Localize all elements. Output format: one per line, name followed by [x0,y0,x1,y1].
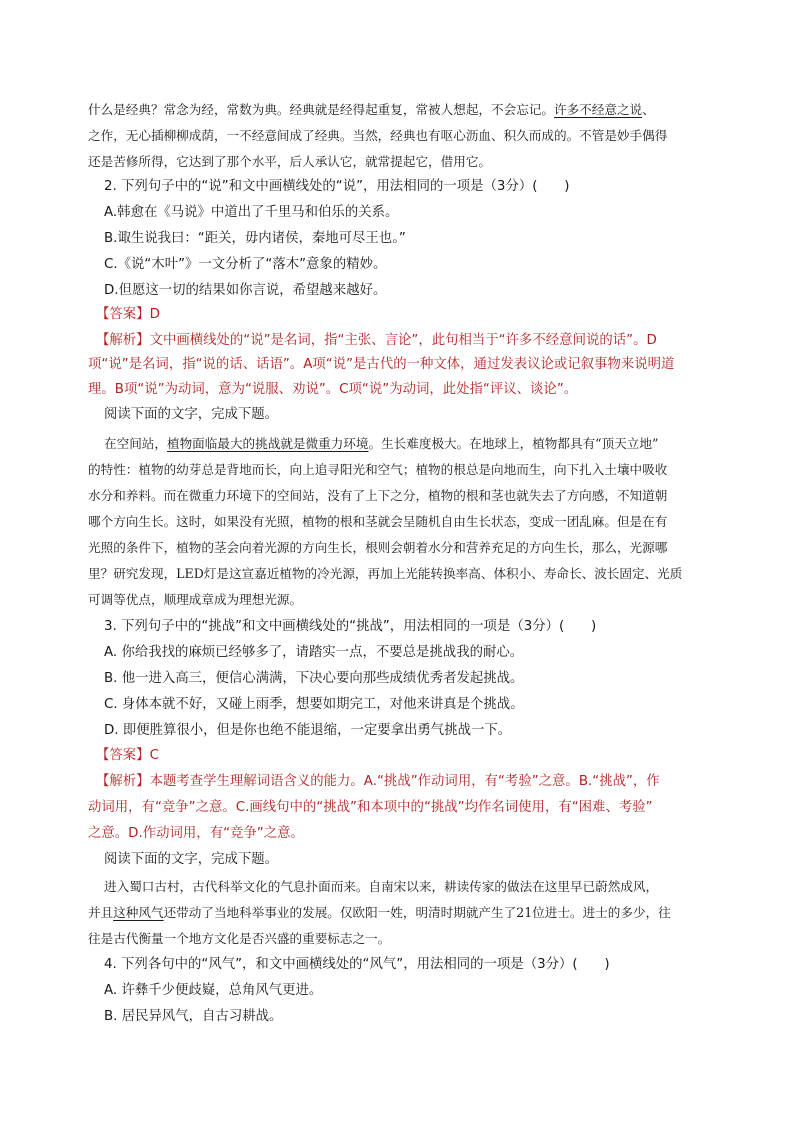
question3-analysis-line1: 【解析】本题考查学生理解词语含义的能力。A.“挑战”作动词用，有“考验”之意。B.“挑战”，作 [96,774,660,789]
question3-stem: 3. 下列句子中的“挑战”和文中画横线处的“挑战”，用法相同的一项是（3分）( ) [104,619,597,634]
reading-instruction-1: 阅读下面的文字，完成下题。 [104,407,279,422]
passage2-line2: 的特性：植物的幼芽总是背地而长，向上追寻阳光和空气；植物的根总是向地而生，向下扎入土壤中吸收 [88,462,668,477]
question2-option-a: A.韩愈在《马说》中道出了千里马和伯乐的关系。 [104,205,399,220]
question3-option-b: B. 他一进入高三，便信心满满，下决心要向那些成绩优秀者发起挑战。 [104,671,524,686]
question3-answer [96,746,159,766]
passage2-line5: 光照的条件下，植物的茎会向着光源的方向生长，根则会朝着水分和营养充足的方向生长，那么，光源哪 [88,540,668,555]
answer-label: 【答案】 [96,748,150,763]
passage2-line7: 可调等优点，顺理成章成为理想光源。 [88,592,303,607]
question3-analysis-line2: 动词用，有“竞争”之意。C.画线句中的“挑战”和本项中的“挑战”均作名词使用，有“困难、考验” [88,800,653,815]
passage2-line4: 哪个方向生长。这时，如果没有光照，植物的根和茎就会呈随机自由生长状态，变成一团乱麻。但是在有 [88,514,668,529]
underlined-phrase: 植物面临最大的挑战就是微重力环境 [166,436,369,451]
passage3-line1: 进入蜀口古村，古代科举文化的气息扑面而来。自南宋以来，耕读传家的做法在这里早已蔚然成风， [104,879,659,894]
answer-value: C [149,748,159,763]
question3-analysis-line3: 之意。D.作动词用，有“竞争”之意。 [88,826,304,841]
question2-option-c: C.《说“木叶”》一文分析了“落木”意象的精妙。 [104,257,387,272]
underlined-phrase: 这种风气 [113,905,164,920]
passage1-text: 什么是经典？常念为经，常数为典。经典就是经得起重复，常被人想起，不会忘记。 [88,102,554,117]
reading-instruction-2: 阅读下面的文字，完成下题。 [104,852,279,867]
question2-answer [96,305,160,325]
question3-option-c: C. 身体本就不好，又碰上雨季，想要如期完工，对他来讲真是个挑战。 [104,697,524,712]
underlined-phrase: 许多不经意之说 [553,102,643,117]
question2-stem: 2. 下列句子中的“说”和文中画横线处的“说”，用法相同的一项是（3分）( ) [104,179,570,194]
answer-label: 【答案】 [96,307,150,322]
passage2-line3: 水分和养料。而在微重力环境下的空间站，没有了上下之分，植物的根和茎也就失去了方向感，不知道朝 [88,488,668,503]
passage2-line1: 在空间站，植物面临最大的挑战就是微重力环境。生长难度极大。在地球上，植物都具有“顶天立地” [104,436,659,451]
passage1-line1: 什么是经典？常念为经，常数为典。经典就是经得起重复，常被人想起，不会忘记。许多不经意之说、 [88,102,655,117]
question2-option-b: B.诹生说我曰：“距关，毋内诸侯，秦地可尽王也。” [104,231,406,246]
analysis-label: 【解析】 [96,333,150,348]
passage3-line2: 并且这种风气还带动了当地科举事业的发展。仅欧阳一姓，明清时期就产生了21位进士。进士的多少，往 [88,905,671,920]
analysis-label: 【解析】 [96,774,150,789]
question4-stem: 4. 下列各句中的“风气”，和文中画横线处的“风气”，用法相同的一项是（3分）( ) [104,957,610,972]
question2-analysis-line2: 项“说”是名词，指“说的话、话语”。A项“说”是古代的一种文体，通过发表议论或记叙事物来说明道 [88,357,675,372]
question2-analysis-line1: 【解析】文中画横线处的“说”是名词，指“主张、言论”，此句相当于“许多不经意间说的话”。D [96,333,657,348]
passage2-line6: 里？研究发现，LED灯是这宣嘉近植物的冷光源，再加上光能转换率高、体积小、寿命长、波长固定、光质 [88,566,683,581]
answer-value: D [149,307,160,322]
passage3-line3: 往是古代衡量一个地方文化是否兴盛的重要标志之一。 [88,931,391,946]
question4-option-b: B. 居民异风气，自古习耕战。 [104,1009,283,1024]
question2-analysis-line3: 理。B项“说”为动词，意为“说服、劝说”。C项“说”为动词，此处指“评议、谈论”。 [88,382,578,397]
question3-option-a: A. 你给我找的麻烦已经够多了，请踏实一点，不要总是挑战我的耐心。 [104,645,524,660]
passage1-line2: 之作，无心插柳柳成荫，一不经意间成了经典。当然，经典也有呕心沥血、积久而成的。不管是妙手偶得 [88,128,668,143]
question2-option-d: D.但愿这一切的结果如你言说，希望越来越好。 [104,283,387,298]
passage1-line3: 还是苦修所得，它达到了那个水平，后人承认它，就常提起它，借用它。 [88,154,491,169]
question4-option-a: A. 许彝千少便歧嶷，总角风气更进。 [104,983,323,998]
question3-option-d: D. 即便胜算很小，但是你也绝不能退缩，一定要拿出勇气挑战一下。 [104,723,512,738]
